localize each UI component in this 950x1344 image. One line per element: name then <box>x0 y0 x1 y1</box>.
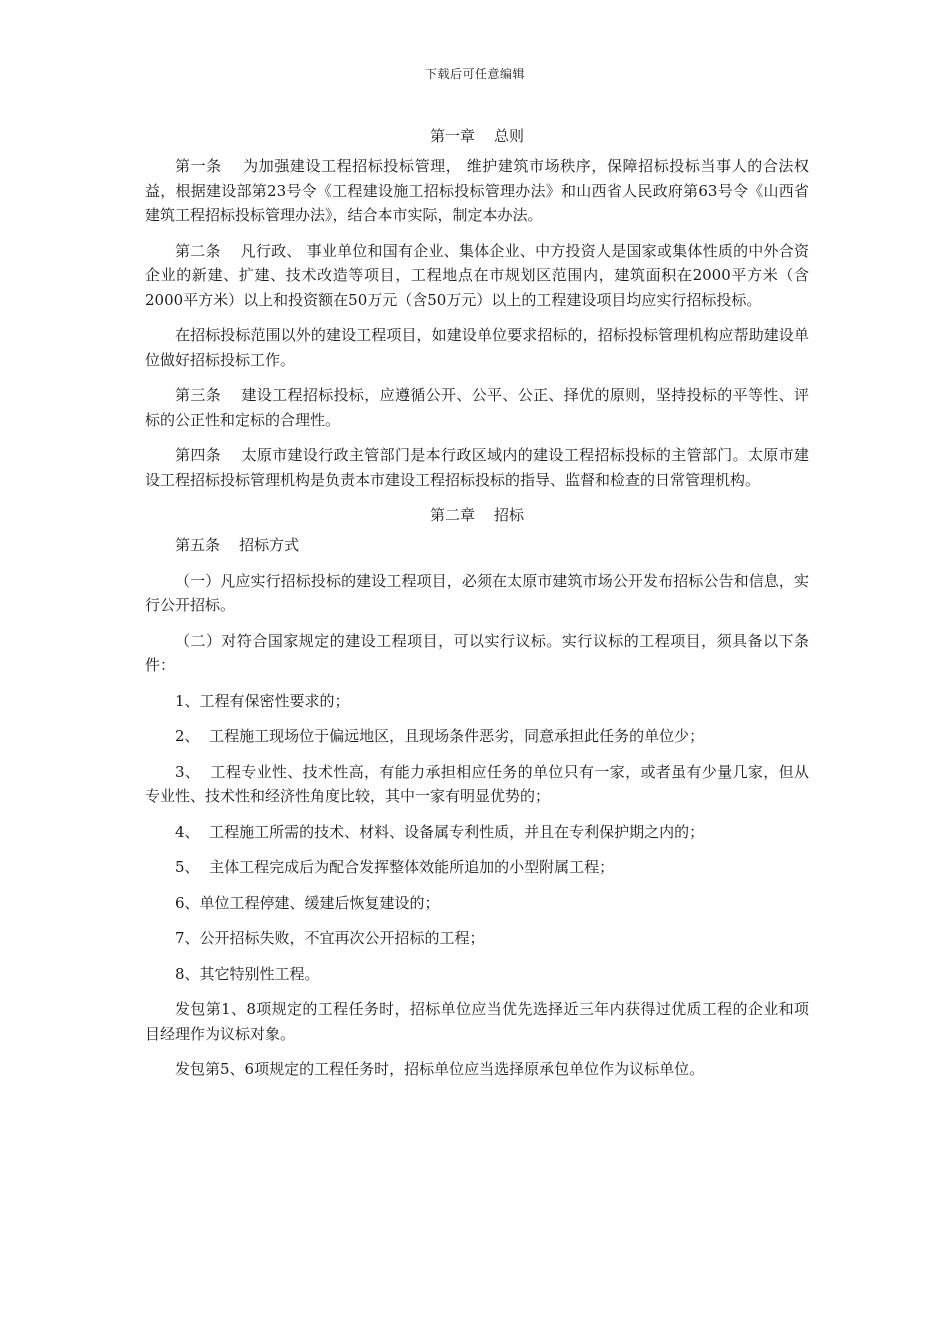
chapter-title: 第一章 总则 <box>429 127 525 145</box>
condition-3: 3、 工程专业性、技术性高，有能力承担相应任务的单位只有一家，或者虽有少量几家，但从专业性、技术性和经济性角度比较，其中一家有明显优势的； <box>145 762 809 805</box>
condition-7: 7、公开招标失败，不宜再次公开招标的工程； <box>175 929 485 947</box>
condition-5: 5、 主体工程完成后为配合发挥整体效能所追加的小型附属工程； <box>175 858 615 876</box>
page-header: 下载后可任意编辑 <box>424 67 525 81</box>
article-2: 第二条 凡行政、 事业单位和国有企业、集体企业、中方投资人是国家或集体性质的中外合资企业的新建、扩建、技术改造等项目，工程地点在市规划区范围内，建筑面积在2000平方米（含2000平方米）以上和投资额在50万元（含50万元）以上的工程建设项目均应实行招标投标。 <box>145 241 809 309</box>
article-4: 第四条 太原市建设行政主管部门是本行政区域内的建设工程招标投标的主管部门。太原市建设工程招标投标管理机构是负责本市建设工程招标投标的指导、监督和检查的日常管理机构。 <box>145 446 809 489</box>
note-items-5-6: 发包第5、6项规定的工程任务时，招标单位应当选择原承包单位作为议标单位。 <box>175 1060 705 1078</box>
clause-2: （二）对符合国家规定的建设工程项目，可以实行议标。实行议标的工程项目，须具备以下条件： <box>145 631 809 674</box>
condition-8: 8、其它特别性工程。 <box>175 964 320 983</box>
condition-2: 2、 工程施工现场位于偏远地区，且现场条件恶劣，同意承担此任务的单位少； <box>175 727 705 745</box>
document-body <box>145 124 809 1093</box>
chapter-title: 第二章 招标 <box>429 506 525 524</box>
article-2-note: 在招标投标范围以外的建设工程项目，如建设单位要求招标的，招标投标管理机构应帮助建设单位做好招标投标工作。 <box>145 326 809 369</box>
article-3: 第三条 建设工程招标投标，应遵循公开、公平、公正、择优的原则，坚持投标的平等性、评标的公正性和定标的合理性。 <box>145 386 809 429</box>
clause-1: （一）凡应实行招标投标的建设工程项目，必须在太原市建筑市场公开发布招标公告和信息，实行公开招标。 <box>145 571 809 614</box>
article-1: 第一条 为加强建设工程招标投标管理， 维护建筑市场秩序，保障招标投标当事人的合法权益，根据建设部第23号令《工程建设施工招标投标管理办法》和山西省人民政府第63号令《山西省建筑工程招标投标管理办法》，结合本市实际，制定本办法。 <box>145 157 809 224</box>
condition-1: 1、工程有保密性要求的； <box>175 691 350 710</box>
condition-4: 4、 工程施工所需的技术、材料、设备属专利性质，并且在专利保护期之内的； <box>175 822 705 841</box>
note-items-1-8: 发包第1、8项规定的工程任务时，招标单位应当优先选择近三年内获得过优质工程的企业和项目经理作为议标对象。 <box>145 1000 809 1043</box>
condition-6: 6、单位工程停建、缓建后恢复建设的； <box>175 893 440 912</box>
article-5: 第五条 招标方式 <box>175 536 300 554</box>
